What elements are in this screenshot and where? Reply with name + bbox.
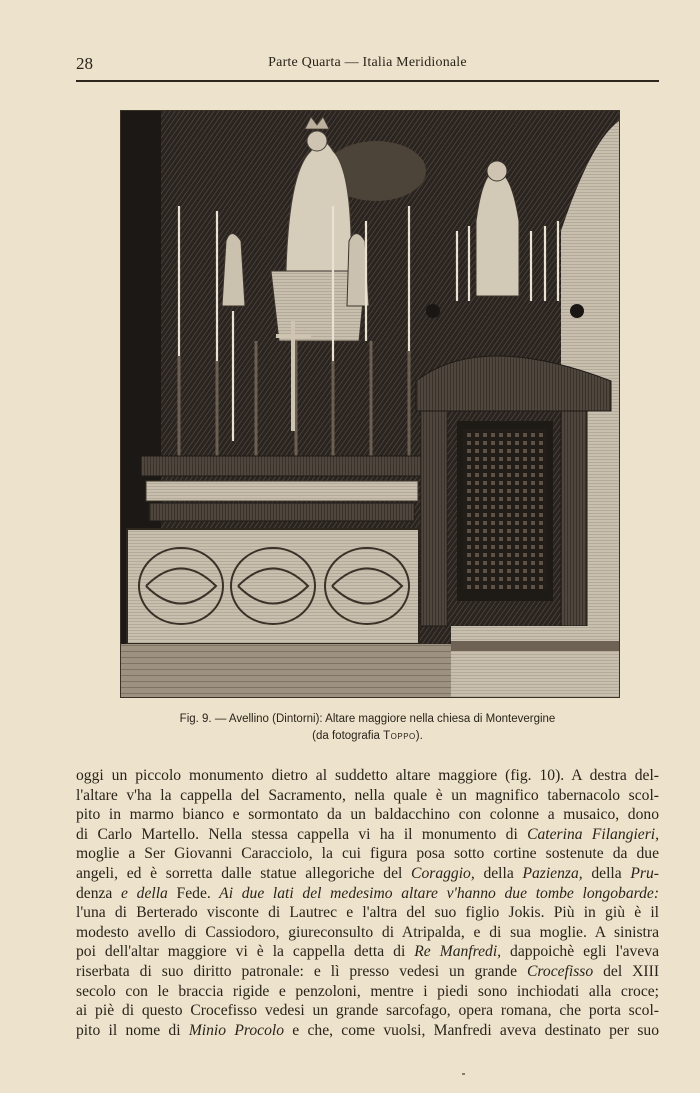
text-line <box>76 786 659 806</box>
text-segment: e che, come vuolsi, Manfredi aveva destinato per suo <box>284 1021 659 1039</box>
text-segment: secolo con le braccia rigide e penzoloni, mentre i piedi sono inchiodati alla croce; <box>76 982 659 1000</box>
italic-text: Ai due lati del medesimo altare v'hanno due tombe longobarde: <box>210 884 660 902</box>
text-segment: di Carlo Martello. Nella stessa cappella vi ha il monumento di <box>76 825 528 843</box>
caption-suffix: ). <box>415 730 423 742</box>
text-segment: oggi un piccolo monumento dietro al suddetto altare maggiore (fig. 10). A destra del- <box>76 767 659 784</box>
altar-engraving-illustration <box>121 111 619 697</box>
text-segment: l'altare v'ha la cappella del Sacramento, nella quale è un magnifico tabernacolo scol- <box>76 786 659 804</box>
text-line <box>76 1021 659 1041</box>
running-title: Parte Quarta — Italia Meridionale <box>268 55 467 70</box>
text-segment: riserbata di suo diritto patronale: e lì presso vedesi un grande <box>76 962 528 980</box>
text-line <box>76 903 659 923</box>
text-segment: pito il nome di <box>76 1021 189 1039</box>
text-segment: angeli, ed è sorretta dalle statue allegoriche del <box>76 864 412 882</box>
text-segment: ai piè di questo Crocefisso vedesi un grande sarcofago, opera romana, che porta scol- <box>76 1002 659 1020</box>
caption-line-2 <box>76 728 659 745</box>
text-segment: della <box>474 864 523 882</box>
text-line <box>76 982 659 1002</box>
text-line <box>76 923 659 943</box>
text-line <box>76 864 659 884</box>
text-segment: Fede. <box>176 884 211 902</box>
photographer-name: Toppo <box>383 730 416 742</box>
page-number: 28 <box>76 54 93 73</box>
text-line <box>76 805 659 825</box>
text-segment: del XIII <box>593 962 660 980</box>
text-segment: della <box>582 864 631 882</box>
italic-text: Re Manfredi, <box>414 943 502 961</box>
text-line <box>76 766 659 786</box>
caption-prefix: (da fotografia <box>312 730 384 742</box>
text-segment: l'una di Berterado visconte di Lautrec e l'altra del suo figlio Jokis. Più in giù è il <box>76 904 659 922</box>
text-line <box>76 942 659 962</box>
body-paragraph <box>76 766 659 1040</box>
page-header <box>76 50 659 76</box>
page-speck <box>462 1073 465 1075</box>
italic-text: Minio Procolo <box>188 1021 284 1039</box>
header-rule <box>76 80 659 82</box>
italic-text: Pazienza, <box>522 864 583 882</box>
text-segment: moglie a Ser Giovanni Caracciolo, la cui figura posa sotto cortine sostenute da due <box>76 845 659 863</box>
caption-line-1: Fig. 9. — Avellino (Dintorni): Altare maggiore nella chiesa di Montevergine <box>179 713 556 725</box>
text-segment: pito in marmo bianco e sormontato da un baldacchino con colonne a musaico, dono <box>76 806 659 824</box>
text-line <box>76 962 659 982</box>
text-line <box>76 884 659 904</box>
italic-text: Coraggio, <box>411 864 475 882</box>
figure-caption <box>76 711 659 745</box>
altar-engraving-figure <box>120 110 620 698</box>
text-segment: poi dell'altar maggiore vi è la cappella detta di <box>76 943 415 961</box>
text-line <box>76 825 659 845</box>
italic-text: e della <box>112 884 177 902</box>
text-segment: modesto avello di Cassiodoro, giureconsulto di Atripalda, e di sua moglie. A sinistra <box>76 923 659 941</box>
text-line <box>76 1001 659 1021</box>
italic-text: Caterina Filangieri, <box>527 825 659 843</box>
text-segment: denza <box>76 884 113 902</box>
italic-text: Crocefisso <box>527 962 594 980</box>
text-line <box>76 844 659 864</box>
italic-text: Pru- <box>630 864 659 882</box>
text-segment: dappoichè egli l'aveva <box>501 943 659 961</box>
